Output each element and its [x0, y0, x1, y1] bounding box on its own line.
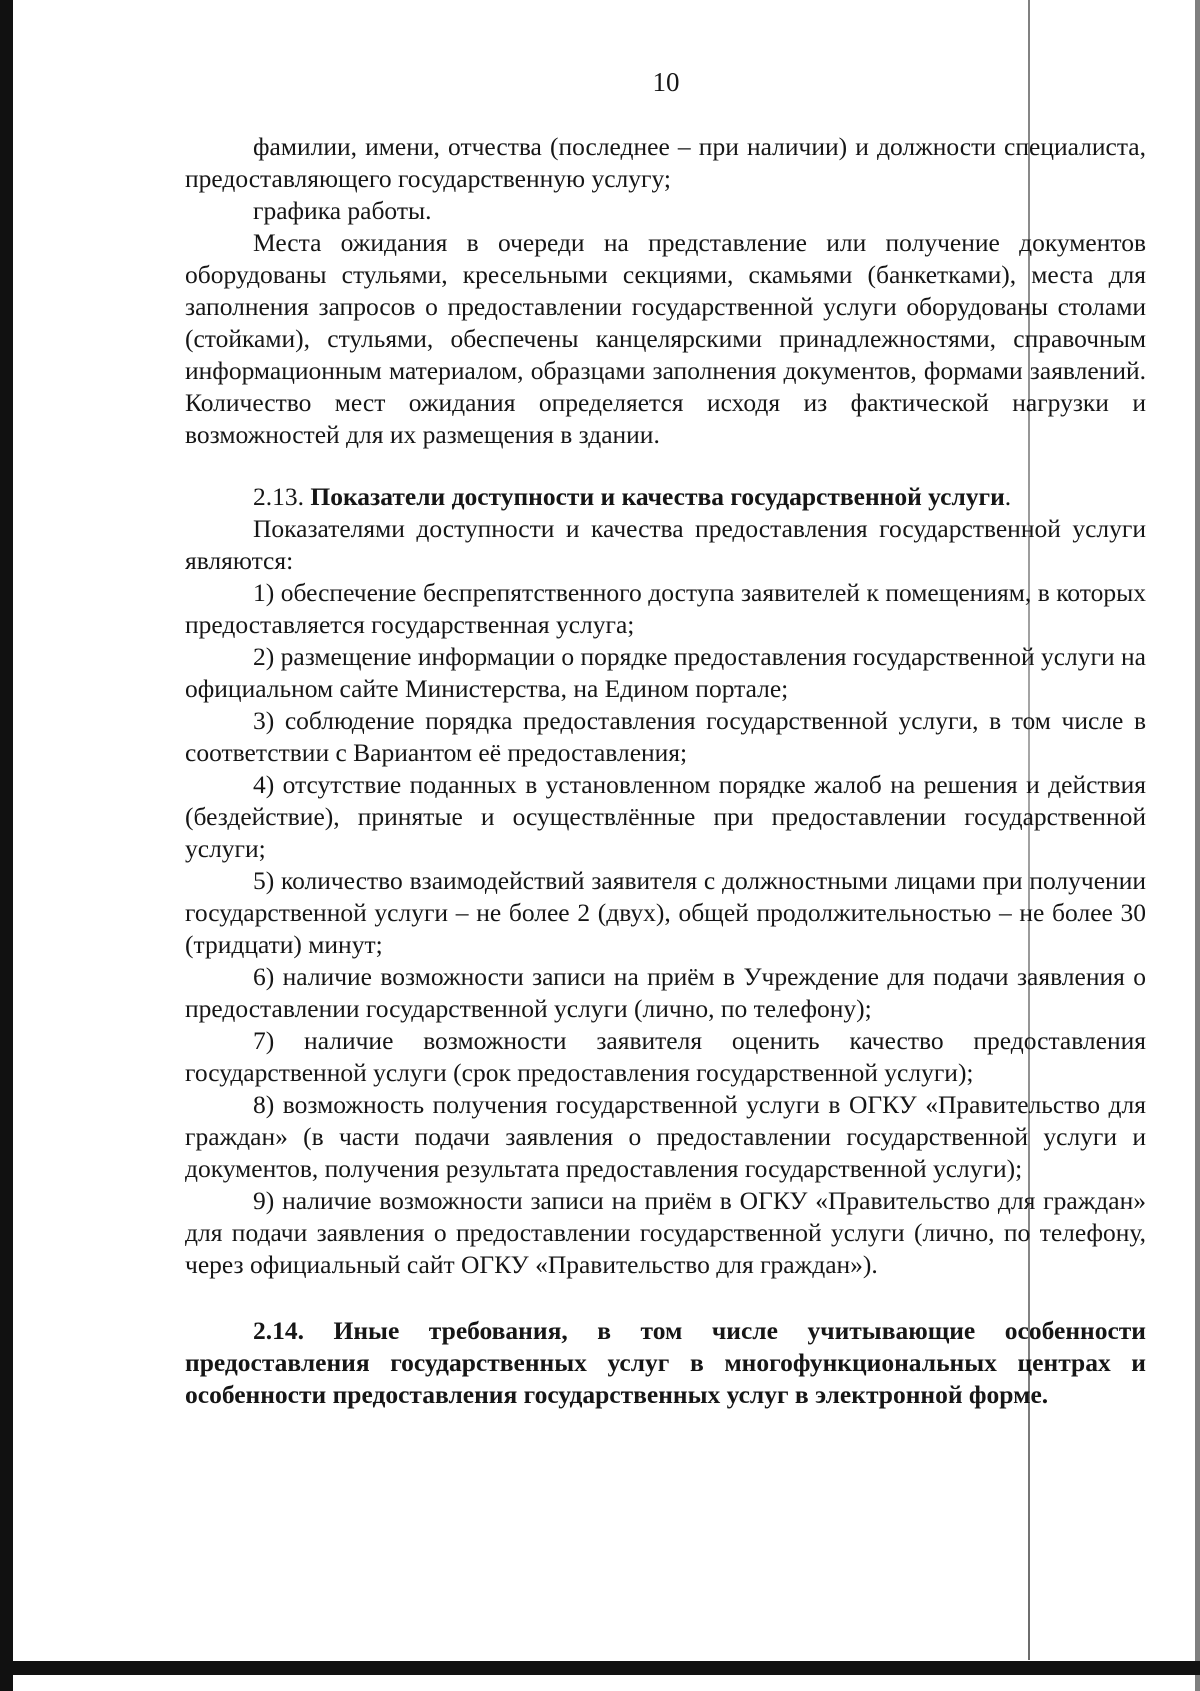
list-item: 3) соблюдение порядка предоставления государственной услуги, в том числе в соответствии с Вариантом её предоставления;: [185, 706, 1146, 767]
document-body: [185, 131, 1146, 1411]
section-heading-2-13: [185, 481, 1146, 513]
scan-left-border: [0, 0, 13, 1691]
list-item: 5) количество взаимодействий заявителя с должностными лицами при получении государственной услуги – не более 2 (двух), общей продолжительностью – не более 30 (тридцати) минут;: [185, 866, 1146, 959]
section-number: 2.13.: [253, 482, 304, 511]
list-item: 4) отсутствие поданных в установленном порядке жалоб на решения и действия (бездействие), принятые и осуществлённые при предоставлении государственной услуги;: [185, 770, 1146, 863]
paragraph: Места ожидания в очереди на представление или получение документов оборудованы стульями, кресельными секциями, скамьями (банкетками), места для заполнения запросов о предоставлении государственной услуги оборудованы столами (стойками), стульями, обеспечены канцелярскими принадлежностями, справочным информационным материалом, образцами заполнения документов, формами заявлений. Количество мест ожидания определяется исходя из фактической нагрузки и возможностей для их размещения в здании.: [185, 228, 1146, 449]
paragraph: графика работы.: [253, 196, 432, 225]
list-item: 6) наличие возможности записи на приём в Учреждение для подачи заявления о предоставлении государственной услуги (лично, по телефону);: [185, 962, 1146, 1023]
scan-bottom-border: [0, 1661, 1200, 1675]
list-item: 2) размещение информации о порядке предоставления государственной услуги на официальном сайте Министерства, на Едином портале;: [185, 642, 1146, 703]
section-heading-text: 2.14. Иные требования, в том числе учитывающие особенности предоставления государственных услуг в многофункциональных центрах и особенности предоставления государственных услуг в электронной форме.: [185, 1316, 1146, 1409]
scan-right-border: [1195, 0, 1200, 1691]
list-item: 7) наличие возможности заявителя оценить качество предоставления государственной услуги (срок предоставления государственной услуги);: [185, 1026, 1146, 1087]
spacer: [185, 451, 1146, 481]
section-intro: Показателями доступности и качества предоставления государственной услуги являются:: [185, 514, 1146, 575]
page-number: 10: [652, 67, 680, 97]
list-item: 1) обеспечение беспрепятственного доступа заявителей к помещениям, в которых предоставляется государственная услуга;: [185, 578, 1146, 639]
list-item: 9) наличие возможности записи на приём в ОГКУ «Правительство для граждан» для подачи заявления о предоставлении государственной услуги (лично, по телефону, через официальный сайт ОГКУ «Правительство для граждан»).: [185, 1186, 1146, 1279]
spacer: [185, 1281, 1146, 1315]
section-heading-2-14: [185, 1315, 1146, 1411]
paragraph: фамилии, имени, отчества (последнее – при наличии) и должности специалиста, предоставляющего государственную услугу;: [185, 132, 1146, 193]
section-title-end: .: [1004, 482, 1012, 511]
section-title: Показатели доступности и качества государственной услуги: [310, 482, 1005, 511]
list-item: 8) возможность получения государственной услуги в ОГКУ «Правительство для граждан» (в части подачи заявления о предоставлении государственной услуги и документов, получения результата предоставления государственной услуги);: [185, 1090, 1146, 1183]
